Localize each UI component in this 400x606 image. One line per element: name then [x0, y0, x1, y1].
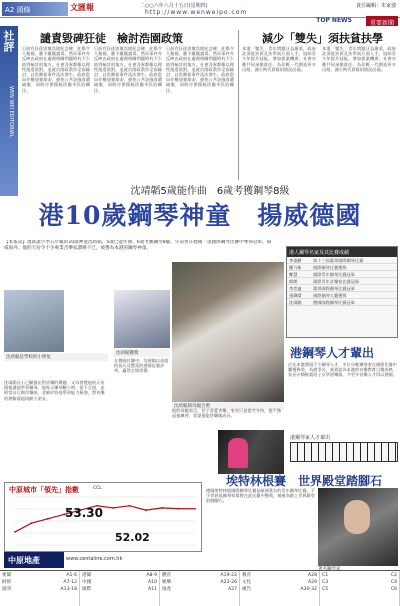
index-column: [0, 571, 80, 606]
index-section: 中國: [82, 580, 92, 585]
chart-series-line: [15, 506, 195, 532]
chart-point: [112, 507, 114, 509]
chart-subtitle: CCL: [93, 486, 102, 491]
index-section: 財經: [2, 580, 12, 585]
facts-box-title: 港人鋼琴名家及其比賽成績: [287, 247, 397, 257]
index-page: A23-26: [220, 580, 237, 585]
chart-title: 中原城市「領先」指數: [9, 486, 79, 494]
index-page: A8-9: [146, 573, 157, 578]
story-column-mid: 在德國比賽中，沈靖韜以高超的技巧及豐富的感情征服評判，贏得全場掌聲。: [114, 358, 169, 374]
sidebar-story-text: 近年本港湧現不少鋼琴人才，多位年輕鋼琴家在國際比賽中屢獲殊榮，為港爭光。業界認為本港的音樂教育日趨成熟，家長亦積極栽培子女學習樂器，令更多音樂人才得以發掘。: [288, 362, 397, 378]
index-entry[interactable]: [2, 579, 77, 586]
ccl-index-chart: [4, 482, 202, 552]
chart-value-label: 52.02: [115, 531, 150, 544]
facts-row: [287, 278, 397, 285]
editorial-1-col-3: 日前有狂徒毀壞浩園紀念碑，此舉令人髮指，應予嚴厲譴責。然而事件亦反映出政府在處理相關問題時有不少值得檢討的地方。社會各界都應以理性態度面對，並就浩園政策作全面檢討，以免類似事件再次發生。政府當局亦應加強保安，避免公共設施再遭破壞，同時亦要積極回應市民的關注。: [166, 46, 234, 93]
facts-name: 李嘉齡: [289, 258, 302, 263]
editor-credit: 責任編輯：朱家強: [355, 3, 396, 9]
index-entry[interactable]: [82, 579, 157, 586]
index-section: 要聞: [2, 573, 12, 578]
index-entry[interactable]: [82, 572, 157, 579]
chart-point: [194, 508, 196, 510]
chart-point: [145, 509, 147, 511]
editorial-sidebar-subtitle: WEN WEI EDITORIAL: [8, 86, 14, 138]
student-photo-caption: 沈靖韜是學校的小明星: [4, 353, 108, 361]
index-section: 國際: [82, 587, 92, 592]
index-page: C2: [390, 573, 397, 578]
chart-point: [129, 505, 131, 507]
facts-desc: 德國國際鋼琴比賽冠軍: [313, 300, 355, 305]
index-section: C3: [322, 580, 329, 585]
index-page: A28: [308, 573, 317, 578]
story-headline: 港10歲鋼琴神童 揚威德國: [38, 201, 362, 230]
section-label: A2 頭條: [2, 2, 68, 16]
index-section: C5: [322, 587, 329, 592]
index-entry[interactable]: [2, 572, 77, 579]
pianist-man-caption: 著名鋼琴家: [318, 567, 341, 572]
sidebar-story-title: 港鋼琴人才輩出: [290, 346, 375, 360]
index-entry[interactable]: [242, 572, 317, 579]
index-page: A1-6: [66, 573, 77, 578]
story-lead: 【本報訊】現就讀小學五年級的10歲神童沈靖韜，5歲已能作曲，6歲考獲鋼琴8級，早前更在德國一項國際鋼琴比賽中奪得冠軍，揚威海外。他的天份令不少專業音樂家讚嘆不已，被譽為本港的鋼琴神童。: [4, 240, 272, 251]
index-page: A30-32: [300, 587, 317, 592]
index-column: [80, 571, 160, 606]
index-section: 體育: [162, 573, 172, 578]
index-entry[interactable]: [162, 572, 237, 579]
editorial-sidebar: [0, 26, 18, 196]
piano-keys-graphic: [290, 442, 398, 462]
index-page: A7-12: [63, 580, 77, 585]
facts-row: [287, 264, 397, 271]
facts-row: [287, 285, 397, 292]
facts-desc: 蕭邦國際鋼琴比賽冠軍: [313, 286, 355, 291]
index-section: 教育: [242, 573, 252, 578]
index-page: A19-22: [220, 573, 237, 578]
story-column-center: 他的母親表示，兒子喜愛音樂，家長只是從旁支持，從不強迫他練習，希望他能快樂地成長。: [172, 408, 281, 419]
girl-pianist-photo: [218, 430, 284, 474]
bottom-story-headline: 埃特林根賽 世界殿堂踏腳石: [226, 474, 383, 488]
index-column: [240, 571, 320, 606]
index-page: A11: [148, 587, 157, 592]
index-section: 文化: [242, 580, 252, 585]
index-page: C4: [390, 580, 397, 585]
facts-desc: 國際鋼琴比賽獲獎: [313, 265, 347, 270]
index-section: 廣告: [242, 587, 252, 592]
page-index-table: [0, 570, 400, 606]
facts-name: 李雲迪: [289, 286, 302, 291]
bottom-story-text: 德國埃特林根國際鋼琴比賽是歐洲著名的青年鋼琴比賽，不少世界級鋼琴家都曾在此比賽中獲獎，被視為踏上世界殿堂的踏腳石。: [206, 488, 315, 504]
editorial-title-1: 譴責毀碑狂徒 檢討浩園政策: [40, 32, 183, 45]
facts-name: 張緯晴: [289, 293, 302, 298]
index-page: C6: [390, 587, 397, 592]
index-column: [160, 571, 240, 606]
editorial-title-2: 減少「雙失」須扶貧扶學: [262, 32, 383, 45]
newspaper-logo: 文匯報: [70, 3, 94, 12]
editorial-2-col-2: 本港「雙失」青年問題日益嚴重，政府必須從扶貧及扶學兩方面入手，協助青少年提升技能，增加就業機會。社會亦應共同承擔責任，為年輕一代創造更多出路，減少跨代貧窮的情況出現。: [322, 46, 396, 72]
index-column: [320, 571, 400, 606]
pianist-man-photo: [318, 488, 398, 566]
top-news-badge: 重要新聞: [366, 16, 398, 26]
index-entry[interactable]: [322, 579, 397, 586]
facts-desc: 第十三屆蕭邦國際鋼琴比賽: [313, 258, 364, 263]
chart-value-label: 53.30: [65, 506, 103, 520]
facts-row: [287, 292, 397, 299]
index-entry[interactable]: [322, 586, 397, 593]
facts-row: [287, 299, 397, 306]
brand-logo: 中原地產: [4, 552, 64, 568]
index-section: 副刊: [2, 587, 12, 592]
student-photo: [4, 290, 64, 352]
award-photo: [114, 290, 170, 348]
boy-and-mother-photo: [172, 262, 284, 402]
chart-point: [178, 508, 180, 510]
index-page: A10: [148, 580, 157, 585]
main-photo-caption: 沈靖韜與母親合照: [172, 402, 284, 410]
website-url[interactable]: http://www.wenweipo.com: [145, 9, 248, 16]
index-section: 地產: [162, 587, 172, 592]
index-entry[interactable]: [322, 572, 397, 579]
index-entry[interactable]: [162, 579, 237, 586]
index-section: C1: [322, 573, 329, 578]
editorial-1-col-2: 日前有狂徒毀壞浩園紀念碑，此舉令人髮指，應予嚴厲譴責。然而事件亦反映出政府在處理相關問題時有不少值得檢討的地方。社會各界都應以理性態度面對，並就浩園政策作全面檢討，以免類似事件再次發生。政府當局亦應加強保安，避免公共設施再遭破壞，同時亦要積極回應市民的關注。: [94, 46, 162, 93]
editorial-sidebar-title: 社評: [2, 30, 15, 52]
story-subheadline: 沈靖韜5歲能作曲 6歲考獲鋼琴8級: [130, 186, 290, 197]
facts-row: [287, 257, 397, 264]
index-section: 港聞: [82, 573, 92, 578]
award-photo-caption: 沈靖韜獲獎: [114, 349, 170, 357]
story-column-left: 沈靖韜自小已顯露出對音樂的興趣，父母發覺他的天份後便讓他學習鋼琴。他每天練琴數小時，從不言倦，並經常自行創作樂曲。老師形容他學習能力極強，對音樂的理解遠超同齡小朋友。: [4, 380, 105, 401]
index-page: A27: [228, 587, 237, 592]
index-entry[interactable]: [242, 586, 317, 593]
index-section: 娛樂: [162, 580, 172, 585]
brand-url[interactable]: www.centaline.com.hk: [66, 556, 123, 562]
facts-name: 鄭慧: [289, 272, 298, 277]
index-entry[interactable]: [82, 586, 157, 593]
pianist-face: [344, 500, 370, 534]
index-entry[interactable]: [2, 586, 77, 593]
index-entry[interactable]: [242, 579, 317, 586]
editorial-2-col-1: 本港「雙失」青年問題日益嚴重，政府必須從扶貧及扶學兩方面入手，協助青少年提升技能，增加就業機會。社會亦應共同承擔責任，為年輕一代創造更多出路，減少跨代貧窮的情況出現。: [242, 46, 316, 72]
facts-name: 沈靖韜: [289, 300, 302, 305]
issue-date: 二○○六年六月十五日(星期四): [140, 3, 208, 9]
pianist-photo-caption: 港鋼琴家人才輩出: [290, 435, 331, 441]
top-news-label: TOP NEWS: [316, 17, 352, 24]
index-page: A13-18: [60, 587, 77, 592]
facts-row: [287, 271, 397, 278]
index-entry[interactable]: [162, 586, 237, 593]
index-page: A29: [308, 580, 317, 585]
facts-desc: 國際鋼琴大賽獲獎: [313, 293, 347, 298]
facts-desc: 國際青年音樂家比賽冠軍: [313, 279, 360, 284]
editorial-1-col-1: 日前有狂徒毀壞浩園紀念碑，此舉令人髮指，應予嚴厲譴責。然而事件亦反映出政府在處理相關問題時有不少值得檢討的地方。社會各界都應以理性態度面對，並就浩園政策作全面檢討，以免類似事件再次發生。政府當局亦應加強保安，避免公共設施再遭破壞，同時亦要積極回應市民的關注。: [22, 46, 90, 93]
chart-point: [47, 518, 49, 520]
facts-name: 郎朗: [289, 279, 298, 284]
facts-desc: 國際青年鋼琴比賽冠軍: [313, 272, 355, 277]
pianists-facts-box: [286, 246, 398, 338]
facts-name: 羅乃新: [289, 265, 302, 270]
column-divider: [238, 30, 239, 180]
pianist-figure: [228, 438, 248, 468]
chart-point: [30, 522, 32, 524]
chart-point: [161, 507, 163, 509]
chart-plot: [5, 483, 203, 553]
masthead: [0, 0, 400, 18]
chart-point: [14, 531, 16, 533]
